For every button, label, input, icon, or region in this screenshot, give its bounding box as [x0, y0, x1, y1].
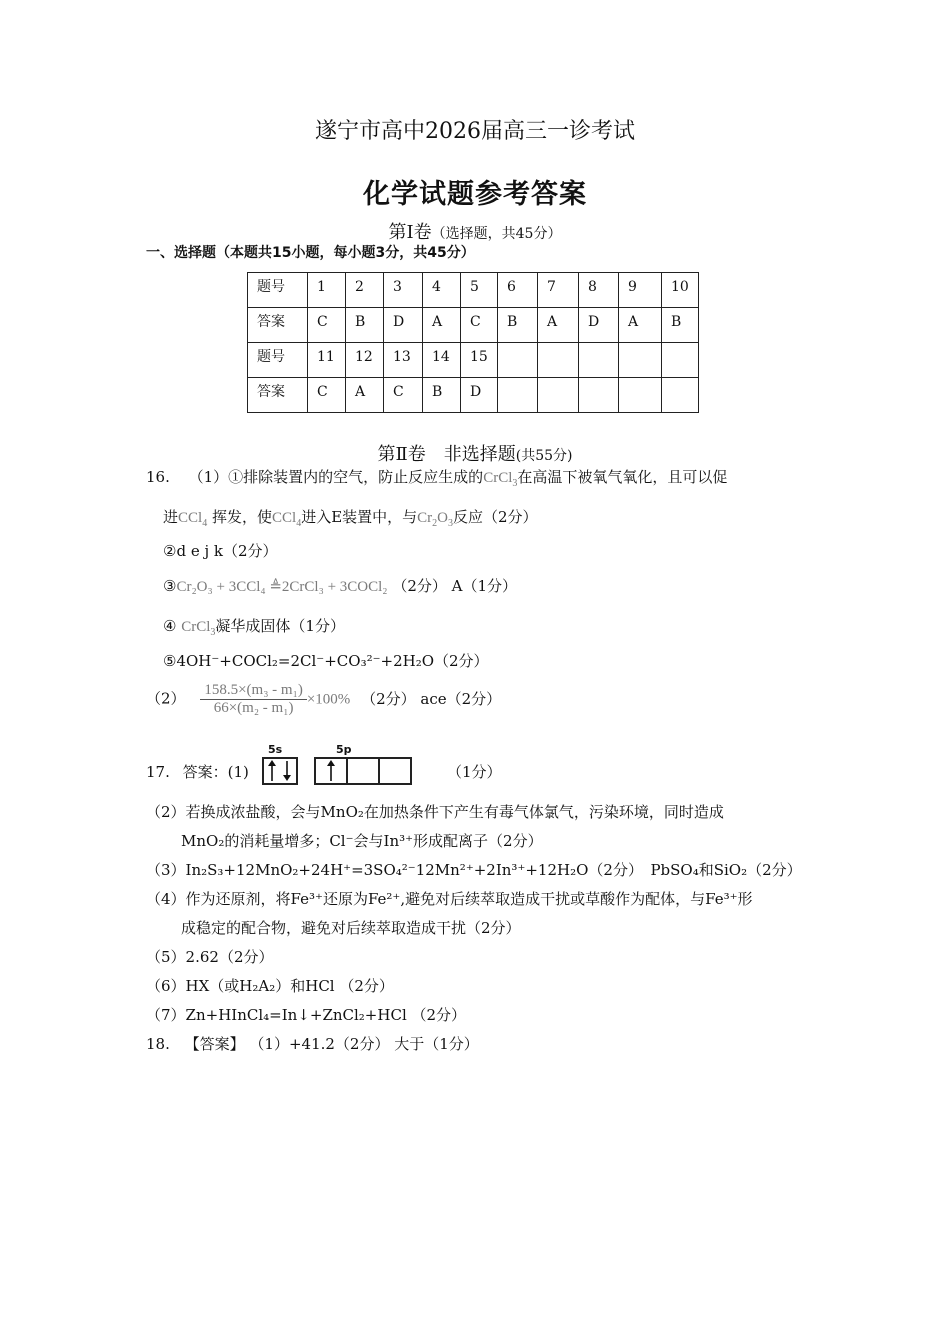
q17-line-1 [146, 761, 249, 782]
table-cell: A [619, 308, 662, 343]
table-cell: 3 [384, 273, 423, 308]
q17-line-4: （3）In₂S₃+12MnO₂+24H⁺=3SO₄²⁻12Mn²⁺+2In³⁺+12H₂O（2分） PbSO₄和SiO₂（2分） [146, 861, 802, 879]
q17-line-6: 成稳定的配合物，避免对后续萃取造成干扰（2分） [181, 919, 521, 937]
table-cell: D [384, 308, 423, 343]
table-cell [579, 343, 619, 378]
q16-line-2 [163, 506, 538, 529]
table-cell: D [461, 378, 498, 413]
table-row [248, 378, 699, 413]
ccl4-formula: CCl$_4$ [178, 510, 208, 529]
table-cell: 13 [384, 343, 423, 378]
fraction-tail: ×100% [306, 691, 351, 708]
cr2o3-formula: $Cr_2O_3$ [417, 510, 453, 529]
table-cell: 1 [308, 273, 346, 308]
table-row-header: 答案 [248, 308, 308, 343]
q16-line-1 [146, 466, 727, 489]
table-cell: C [461, 308, 498, 343]
crcl3-formula: CrCl$_3$ [483, 470, 518, 489]
orbital-5s [262, 757, 298, 789]
table-cell: C [384, 378, 423, 413]
table-cell: 11 [308, 343, 346, 378]
q17-line-5: （4）作为还原剂，将Fe³⁺还原为Fe²⁺,避免对后续萃取造成干扰或草酸作为配体，与Fe³⁺形 [146, 890, 753, 908]
q17-line-7: （5）2.62（2分） [146, 948, 274, 966]
table-cell: A [538, 308, 579, 343]
table-row-header: 题号 [248, 273, 308, 308]
section-1-title: 一、选择题（本题共15小题，每小题3分，共45分） [146, 245, 475, 261]
table-cell: 4 [423, 273, 461, 308]
q16-text: 反应（2分） [452, 508, 538, 526]
q16-number: 16. [146, 468, 170, 486]
table-cell [538, 343, 579, 378]
q17-line-2: （2）若换成浓盐酸，会与MnO₂在加热条件下产生有毒气体氯气，污染环境，同时造成 [146, 803, 724, 821]
orbital-label-5p: 5p [336, 743, 352, 756]
table-row [248, 308, 699, 343]
table-cell: 15 [461, 343, 498, 378]
table-cell: C [308, 308, 346, 343]
q17-line-3: MnO₂的消耗量增多；Cl⁻会与In³⁺形成配离子（2分） [181, 832, 543, 850]
table-cell [538, 378, 579, 413]
table-cell: C [308, 378, 346, 413]
table-cell: 6 [498, 273, 538, 308]
q16-text: 凝华成固体（1分） [215, 617, 345, 635]
q17-number: 17. [146, 763, 170, 781]
table-cell: B [346, 308, 384, 343]
table-row-header: 答案 [248, 378, 308, 413]
ccl4-formula: CCl$_4$ [272, 510, 302, 529]
q16-line-6: ⑤4OH⁻+COCl₂=2Cl⁻+CO₃²⁻+2H₂O（2分） [163, 652, 489, 670]
table-cell [619, 378, 662, 413]
table-cell: 8 [579, 273, 619, 308]
table-cell: 12 [346, 343, 384, 378]
q16-text: 挥发，使 [211, 508, 272, 526]
table-cell: A [423, 308, 461, 343]
table-cell: B [498, 308, 538, 343]
q16-line-5 [163, 615, 345, 638]
q16-text: 进入E装置中，与 [301, 508, 418, 526]
table-cell: A [346, 378, 384, 413]
table-cell: 10 [662, 273, 699, 308]
table-row [248, 343, 699, 378]
table-cell [662, 378, 699, 413]
q17-line-9: （7）Zn+HInCl₄=In↓+ZnCl₂+HCl （2分） [146, 1006, 467, 1024]
q17-lead: 答案：(1) [182, 763, 249, 781]
document-title: 化学试题参考答案 [363, 179, 587, 210]
q18-text: 【答案】 （1）+41.2（2分） 大于（1分） [184, 1035, 479, 1053]
table-row [248, 273, 699, 308]
table-cell: B [423, 378, 461, 413]
fraction-numerator: 158.5×(m₃ - m₁) [200, 682, 307, 700]
orbital-label-5s: 5s [268, 743, 283, 756]
volume-2-heading [0, 440, 950, 466]
exam-title: 遂宁市高中2026届高三一诊考试 [315, 119, 635, 144]
q16-line-7 [146, 682, 501, 717]
fraction-denominator: 66×(m₂ - m₁) [213, 700, 294, 716]
q16-text: 进 [163, 508, 179, 526]
table-cell [579, 378, 619, 413]
table-cell: B [662, 308, 699, 343]
q16-text: ④ [163, 617, 177, 635]
q18-number: 18. [146, 1035, 170, 1053]
q18-line-1 [146, 1033, 479, 1054]
table-cell: 2 [346, 273, 384, 308]
crcl3-formula: CrCl$_3$ [181, 619, 216, 638]
q16-text: （2分） ace（2分） [361, 689, 502, 708]
q16-text: ③ [163, 577, 177, 595]
orbital-5s-diagram [262, 757, 298, 785]
q17-line-8: （6）HX（或H₂A₂）和HCl （2分） [146, 977, 394, 995]
table-cell: 7 [538, 273, 579, 308]
q16-text: （2） [146, 689, 186, 708]
table-cell: 9 [619, 273, 662, 308]
q17-orbital-score: （1分） [447, 763, 502, 781]
volume-1-title: 第Ⅰ卷 [388, 222, 432, 243]
volume-2-title: 第Ⅱ卷 非选择题 [377, 444, 516, 465]
reaction-equation: Cr₂O₃ + 3CCl₄ ≜2CrCl₃ + 3COCl₂ [176, 579, 388, 595]
q16-line-4 [163, 575, 517, 596]
table-cell [662, 343, 699, 378]
table-cell: D [579, 308, 619, 343]
q16-text: 在高温下被氧气氧化，且可以促 [517, 468, 728, 486]
table-cell [619, 343, 662, 378]
table-cell: 14 [423, 343, 461, 378]
answer-table [247, 272, 699, 413]
volume-1-heading [0, 218, 950, 244]
volume-2-note: (共55分) [515, 448, 573, 464]
table-cell [498, 343, 538, 378]
table-row-header: 题号 [248, 343, 308, 378]
table-cell [498, 378, 538, 413]
orbital-5p-diagram [314, 757, 412, 785]
volume-1-note: （选择题，共45分） [431, 226, 562, 242]
q16-text: （2分） A（1分） [392, 577, 518, 595]
q16-line-3: ②d e j k（2分） [163, 542, 278, 560]
orbital-5p [314, 757, 412, 789]
table-cell: 5 [461, 273, 498, 308]
yield-fraction [200, 682, 307, 717]
q16-text: （1）①排除装置内的空气，防止反应生成的 [188, 468, 484, 486]
